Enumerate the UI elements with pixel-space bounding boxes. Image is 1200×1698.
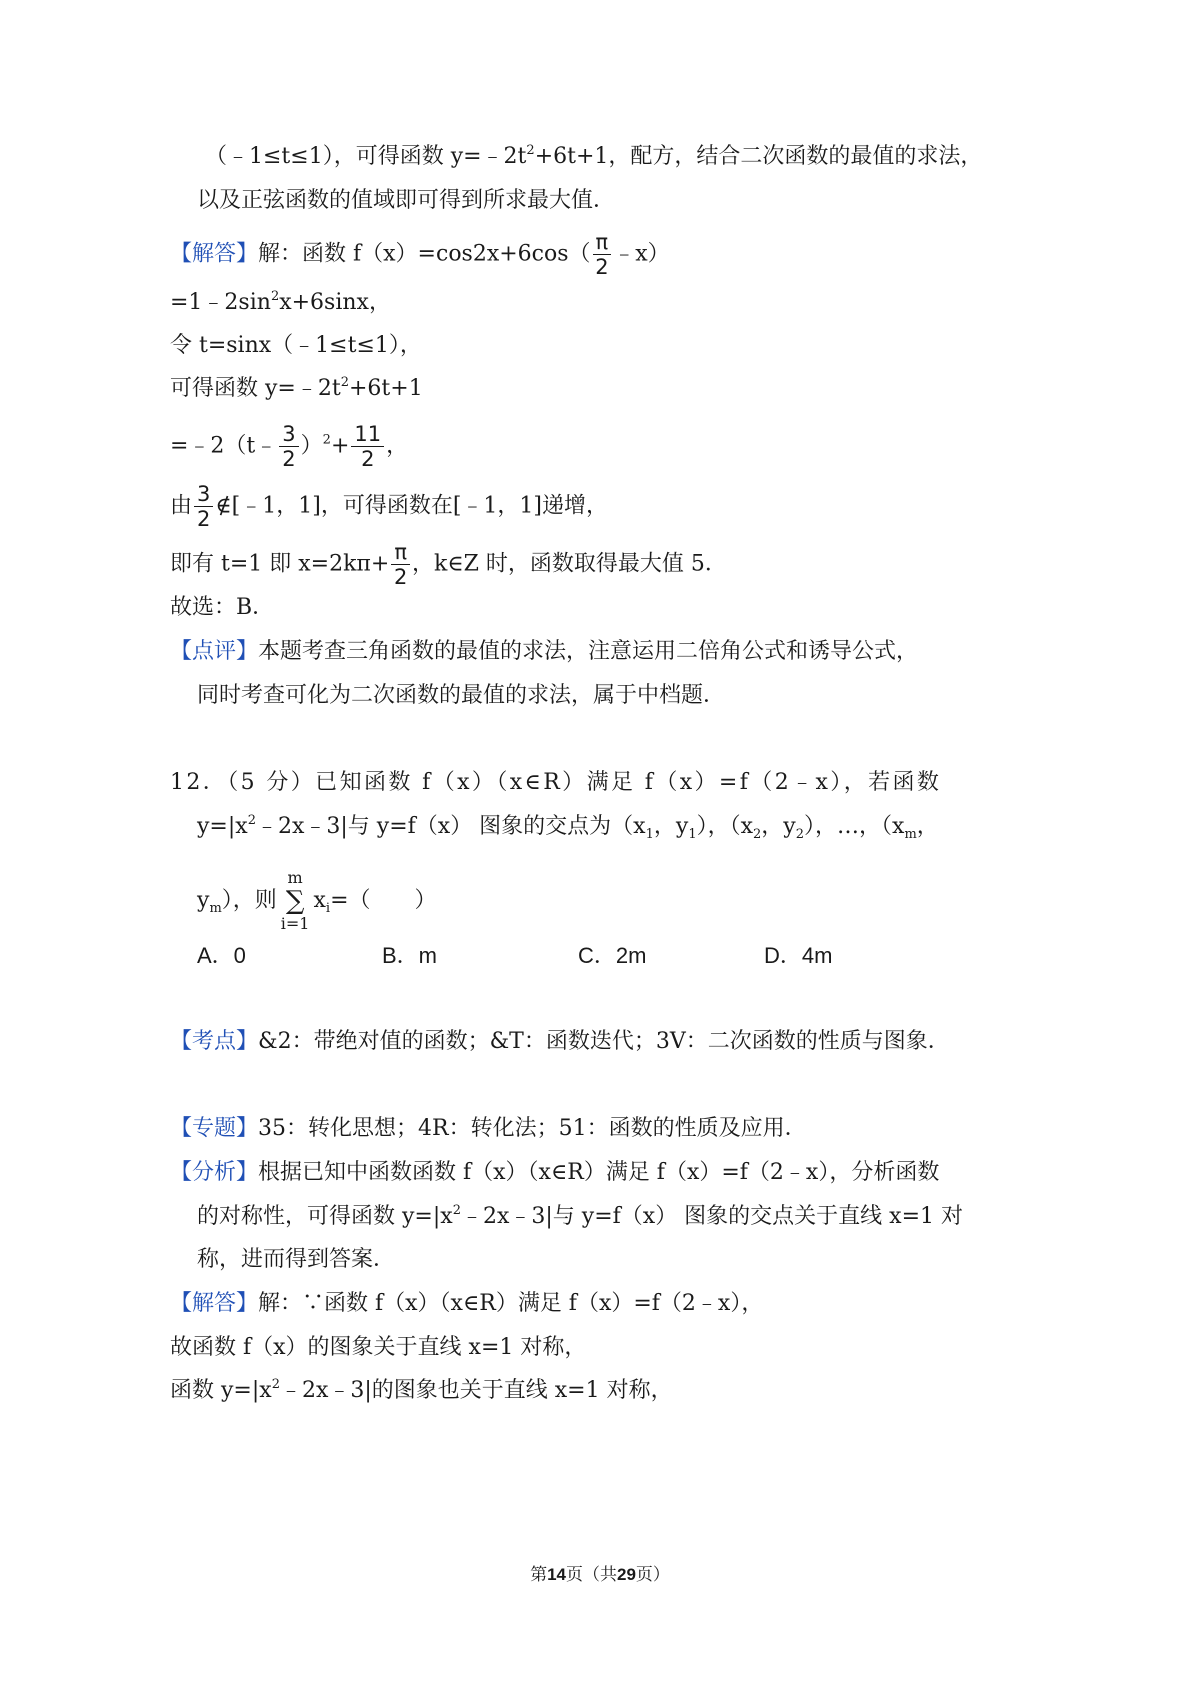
footer-text: 页（共 — [566, 1565, 617, 1585]
fraction — [593, 230, 612, 279]
superscript: 2 — [452, 1203, 461, 1218]
superscript: 2 — [526, 143, 535, 158]
kaodian-text: &2：带绝对值的函数；&T：函数迭代；3V：二次函数的性质与图象． — [258, 1029, 950, 1054]
fenxi-line-3: 称，进而得到答案． — [197, 1247, 396, 1272]
subscript: 2 — [795, 827, 805, 842]
numerator: π — [391, 540, 410, 565]
superscript: 2 — [271, 1377, 280, 1392]
question-text: ），则 — [221, 888, 277, 913]
solution-text: =1﹣2sin — [170, 290, 271, 315]
subscript: 1 — [645, 827, 654, 842]
solution-line-4 — [170, 373, 423, 405]
option-a: A．0 — [197, 943, 246, 968]
solution-text: ， — [386, 433, 409, 459]
solution-tag: 【解答】 — [170, 1291, 259, 1316]
question-text: ， — [916, 814, 939, 839]
analysis-line-1 — [205, 141, 982, 173]
question-text: ，y — [653, 814, 689, 839]
denominator: 2 — [197, 507, 211, 531]
zhuanti-tag: 【专题】 — [170, 1116, 259, 1141]
solution-text: 可得函数 y=﹣2t — [170, 376, 341, 401]
analysis-text: +6t+1，配方，结合二次函数的最值的求法， — [534, 144, 983, 169]
solution-text: x+6sinx， — [279, 290, 391, 315]
superscript: 2 — [247, 813, 256, 828]
summation-sign — [281, 868, 310, 934]
solution12-line-3 — [170, 1375, 673, 1407]
superscript: 2 — [340, 375, 349, 390]
analysis-line-2: 以及正弦函数的值域即可得到所求最大值． — [197, 188, 616, 213]
numerator: 3 — [194, 482, 213, 507]
fraction — [279, 422, 298, 471]
subscript: 1 — [688, 827, 697, 842]
question-text: ，y — [761, 814, 796, 839]
zhuanti-line — [170, 1113, 807, 1145]
sigma-symbol: ∑ — [285, 886, 305, 916]
fraction — [351, 422, 384, 471]
solution-line-1 — [170, 230, 670, 279]
page-total: 29 — [617, 1565, 636, 1584]
question-12-line-3 — [197, 868, 437, 934]
solution-line-8: 故选：B． — [170, 595, 275, 620]
question-12-line-1: 12．（5 分）已知函数 f（x）（x∈R）满足 f（x）=f（2﹣x），若函数 — [170, 770, 942, 795]
solution-text: =﹣2（t﹣ — [170, 433, 278, 459]
question-12-line-2 — [197, 811, 939, 843]
superscript: 2 — [322, 432, 331, 448]
fraction — [194, 482, 213, 531]
solution-text: 解：∵函数 f（x）（x∈R）满足 f（x）=f（2﹣x）， — [258, 1291, 764, 1316]
question-text: x — [313, 888, 326, 913]
solution-text: 解：函数 f（x）=cos2x+6cos（ — [258, 241, 591, 267]
footer-text: 第 — [530, 1565, 548, 1585]
fenxi-line-1 — [170, 1157, 939, 1189]
page-number: 14 — [547, 1565, 566, 1584]
option-d: D．4m — [764, 943, 833, 968]
fraction — [391, 540, 410, 589]
solution-line-5 — [170, 422, 408, 471]
denominator: 2 — [393, 565, 408, 589]
solution-tag: 【解答】 — [170, 241, 259, 267]
solution-text: 即有 t=1 即 x=2kπ+ — [170, 551, 390, 577]
denominator: 2 — [282, 447, 296, 471]
analysis-text: （﹣1≤t≤1），可得函数 y=﹣2t — [205, 144, 527, 169]
numerator: 11 — [351, 422, 384, 447]
solution-text: 由 — [170, 493, 193, 519]
numerator: 3 — [279, 422, 298, 447]
comment-tag: 【点评】 — [170, 639, 259, 664]
solution-text: ） — [300, 433, 323, 459]
comment-text: 本题考查三角函数的最值的求法，注意运用二倍角公式和诱导公式， — [258, 639, 919, 664]
solution-line-3: 令 t=sinx（﹣1≤t≤1）， — [170, 333, 422, 358]
page-footer — [0, 1560, 1200, 1585]
solution-text: ，k∈Z 时，函数取得最大值 5． — [411, 551, 727, 577]
solution-text: ∉[﹣1，1]，可得函数在[﹣1，1]递增， — [215, 493, 608, 519]
fenxi-tag: 【分析】 — [170, 1160, 259, 1185]
solution-text: +6t+1 — [348, 376, 423, 401]
solution-text: 函数 y=|x — [170, 1378, 272, 1403]
solution12-line-1 — [170, 1288, 763, 1320]
comment-line-2: 同时考查可化为二次函数的最值的求法，属于中档题． — [197, 683, 726, 708]
subscript: i — [325, 901, 331, 916]
numerator: π — [593, 230, 612, 255]
solution-line-6 — [170, 482, 608, 531]
question-text: =（ ） — [330, 888, 437, 913]
option-c: C．2m — [578, 943, 647, 968]
subscript: 2 — [753, 827, 762, 842]
question-text: ），（x — [696, 814, 754, 839]
question-text: y — [197, 888, 210, 913]
sum-lower-limit: i=1 — [280, 914, 310, 933]
fenxi-line-2 — [197, 1201, 963, 1233]
fenxi-text: 根据已知中函数函数 f（x）（x∈R）满足 f（x）=f（2﹣x），分析函数 — [258, 1160, 940, 1185]
option-b: B．m — [382, 943, 438, 968]
solution-text: ﹣2x﹣3|的图象也关于直线 x=1 对称， — [279, 1378, 673, 1403]
fenxi-text: ﹣2x﹣3|与 y=f（x） 图象的交点关于直线 x=1 对 — [460, 1204, 964, 1229]
solution-line-7 — [170, 540, 727, 589]
solution12-line-2: 故函数 f（x）的图象关于直线 x=1 对称， — [170, 1335, 587, 1360]
question-text: ），…，（x — [804, 814, 905, 839]
sum-upper-limit: m — [287, 868, 303, 887]
kaodian-tag: 【考点】 — [170, 1029, 259, 1054]
subscript: m — [904, 827, 917, 842]
question-text: y=|x — [197, 814, 248, 839]
solution-text: + — [330, 433, 350, 459]
fenxi-text: 的对称性，可得函数 y=|x — [197, 1204, 453, 1229]
kaodian-line — [170, 1026, 950, 1058]
subscript: m — [209, 901, 222, 916]
comment-line-1 — [170, 636, 918, 668]
solution-text: ﹣x） — [613, 241, 670, 267]
zhuanti-text: 35：转化思想；4R：转化法；51：函数的性质及应用． — [258, 1116, 807, 1141]
denominator: 2 — [595, 255, 609, 279]
solution-line-2 — [170, 287, 391, 319]
superscript: 2 — [270, 289, 280, 304]
question-text: ﹣2x﹣3|与 y=f（x） 图象的交点为（x — [255, 814, 646, 839]
footer-text: 页） — [635, 1565, 670, 1585]
denominator: 2 — [361, 447, 375, 471]
